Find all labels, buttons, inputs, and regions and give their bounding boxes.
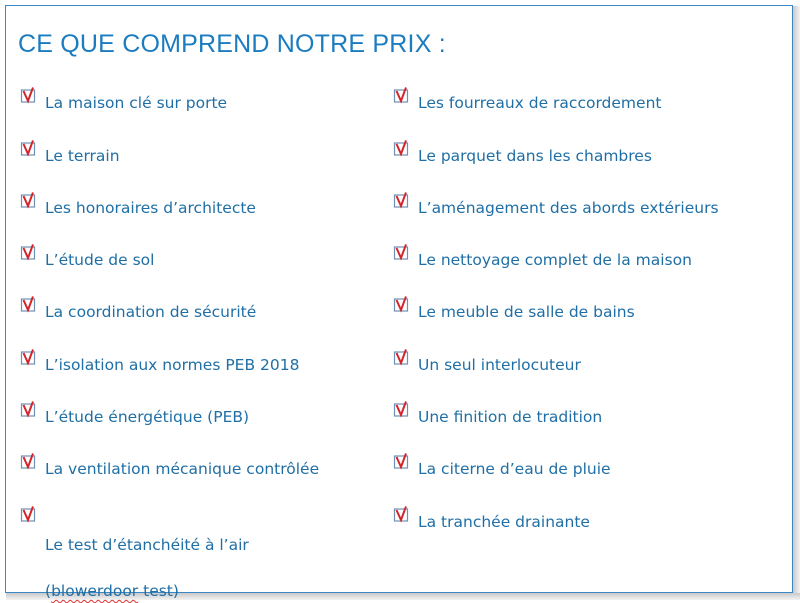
list-item-label: La ventilation mécanique contrôlée (45, 460, 320, 478)
checkmark-box-icon (393, 139, 412, 157)
list-item-label: Les honoraires d’architecte (45, 199, 256, 217)
list-item-label: L’étude énergétique (PEB) (45, 408, 250, 426)
checkmark-box-icon (393, 348, 412, 366)
list-item (393, 197, 719, 220)
list-item (393, 249, 692, 272)
list-item (20, 249, 154, 272)
list-item-label: L’isolation aux normes PEB 2018 (45, 356, 300, 374)
checkmark-box-icon (20, 86, 39, 104)
list-item-label: Le test d’étanchéité à l’air (45, 536, 249, 554)
checkmark-box-icon (20, 400, 39, 418)
checkmark-box-icon (20, 243, 39, 261)
list-item (393, 458, 611, 481)
list-item-label: La maison clé sur porte (45, 94, 228, 112)
checkmark-box-icon (393, 191, 412, 209)
list-item-label: La tranchée drainante (418, 513, 590, 531)
list-item (20, 354, 299, 377)
list-item (20, 145, 120, 168)
list-item (20, 458, 319, 481)
list-item-label-line2-prefix: ( (45, 582, 52, 600)
checkmark-box-icon (393, 452, 412, 470)
checkmark-box-icon (20, 452, 39, 470)
list-item-label: Le nettoyage complet de la maison (418, 251, 692, 269)
list-item-label: Un seul interlocuteur (418, 356, 581, 374)
list-item-label-line2-suffix: test) (138, 582, 179, 600)
page-title: CE QUE COMPREND NOTRE PRIX : (18, 30, 446, 58)
checkmark-box-icon (20, 348, 39, 366)
list-item-label: Le meuble de salle de bains (418, 303, 635, 321)
list-item (393, 406, 602, 429)
list-item (393, 145, 652, 168)
list-item-label: Le terrain (45, 147, 120, 165)
list-item-label-group (45, 511, 249, 603)
page-shadow-right (793, 6, 800, 600)
list-item (20, 406, 249, 429)
list-item-label: La citerne d’eau de pluie (418, 460, 611, 478)
checkmark-box-icon (20, 505, 39, 523)
list-item (20, 92, 227, 115)
spellcheck-underlined-word: blowerdoor (51, 582, 139, 600)
checkmark-box-icon (20, 295, 39, 313)
list-item-label: L’aménagement des abords extérieurs (418, 199, 719, 217)
checkmark-box-icon (393, 86, 412, 104)
checkmark-box-icon (393, 400, 412, 418)
list-item (393, 354, 581, 377)
checkmark-box-icon (393, 505, 412, 523)
list-item-label: Une finition de tradition (418, 408, 603, 426)
checkmark-box-icon (20, 139, 39, 157)
list-item-label: Le parquet dans les chambres (418, 147, 652, 165)
list-item-label: La coordination de sécurité (45, 303, 257, 321)
list-item-label: L’étude de sol (45, 251, 155, 269)
list-item (393, 92, 661, 115)
checkmark-box-icon (393, 295, 412, 313)
list-item-label: Les fourreaux de raccordement (418, 94, 662, 112)
checkmark-box-icon (393, 243, 412, 261)
checkmark-box-icon (20, 191, 39, 209)
list-item (20, 301, 256, 324)
list-item (393, 301, 635, 324)
list-item (20, 511, 249, 603)
list-item (20, 197, 256, 220)
list-item (393, 511, 590, 534)
